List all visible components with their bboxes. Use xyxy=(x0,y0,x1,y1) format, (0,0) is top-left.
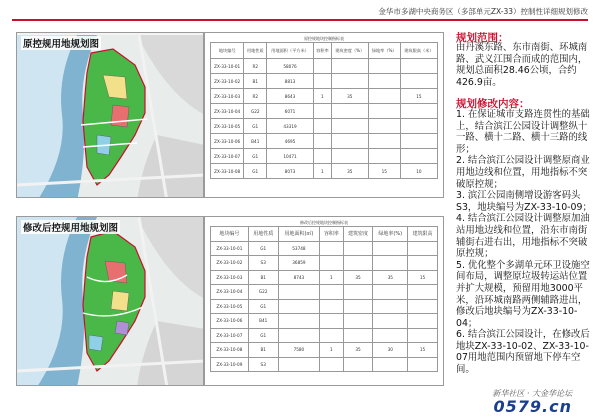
table-cell: G1 xyxy=(244,149,267,164)
table-cell: 10471 xyxy=(267,149,314,164)
column-header: 地块编号 xyxy=(211,43,244,59)
table-cell xyxy=(313,74,331,89)
table-cell xyxy=(343,314,373,329)
table-row xyxy=(211,74,438,89)
table-cell xyxy=(400,74,437,89)
table-cell xyxy=(408,299,438,314)
table-cell xyxy=(313,59,331,74)
adjustment-item: 3. 滨江公园南侧增设游客码头S3，地块编号为ZX-33-10-09； xyxy=(456,190,592,213)
table-cell: 1 xyxy=(313,164,331,179)
table-cell: 4695 xyxy=(267,134,314,149)
column-header: 建筑限高（米） xyxy=(400,43,437,59)
table-cell: G1 xyxy=(248,299,278,314)
table-row xyxy=(211,256,438,271)
table-cell xyxy=(320,241,343,256)
table-cell: ZX-33-10-02 xyxy=(211,256,249,271)
header-bar xyxy=(0,0,600,22)
table-row xyxy=(211,314,438,329)
table-cell: 1 xyxy=(320,343,343,358)
table-cell: R2 xyxy=(244,89,267,104)
table-cell: 53748 xyxy=(278,241,319,256)
table-cell xyxy=(408,256,438,271)
table-cell xyxy=(320,256,343,271)
original-indicator-table xyxy=(210,42,438,179)
table-header-row xyxy=(211,43,438,59)
table-cell: ZX-33-10-03 xyxy=(211,89,244,104)
table-cell: 15 xyxy=(400,89,437,104)
table-cell: G1 xyxy=(248,328,278,343)
table-cell: 10 xyxy=(400,164,437,179)
table-cell: 15 xyxy=(368,164,400,179)
table-row xyxy=(211,357,438,372)
table-row xyxy=(211,270,438,285)
column-header: 绿地率(%) xyxy=(373,227,408,242)
adjustment-item: 4. 结合滨江公园设计调整原加油站用地边线和位置，沿东市南街辅街右进右出，用地指标不突破原控规； xyxy=(456,213,590,260)
table-cell: B41 xyxy=(244,134,267,149)
table-cell xyxy=(408,328,438,343)
table-row xyxy=(211,285,438,300)
revision-notes xyxy=(450,30,592,390)
column-header: 建筑限高 xyxy=(408,227,438,242)
table-cell xyxy=(373,328,408,343)
table-cell: B41 xyxy=(248,314,278,329)
revised-map-label: 修改后控规用地规划图 xyxy=(21,220,120,234)
table-cell xyxy=(278,328,319,343)
table-cell xyxy=(400,134,437,149)
table-cell xyxy=(278,299,319,314)
table-cell xyxy=(331,134,368,149)
table-cell xyxy=(373,285,408,300)
adjustment-item: 1. 在保证城市支路连贯性的基础上，结合滨江公园设计调整纵十一路、横十二路、横十三路的线形； xyxy=(456,109,590,155)
table-cell: ZX-33-10-05 xyxy=(211,299,249,314)
table-cell: ZX-33-10-05 xyxy=(211,119,244,134)
table-row xyxy=(211,119,438,134)
table-cell xyxy=(343,299,373,314)
table-cell xyxy=(343,241,373,256)
table-cell: ZX-33-10-06 xyxy=(211,134,244,149)
adjustments-heading: 规划修改内容： xyxy=(456,98,530,110)
table-cell xyxy=(400,59,437,74)
table-cell xyxy=(278,314,319,329)
table-cell xyxy=(313,149,331,164)
table-cell xyxy=(343,328,373,343)
table-cell: G22 xyxy=(248,285,278,300)
table-cell xyxy=(313,134,331,149)
table-cell xyxy=(343,357,373,372)
table-cell: 8743 xyxy=(278,270,319,285)
table-cell: 8643 xyxy=(267,89,314,104)
table-cell: ZX-33-10-01 xyxy=(211,59,244,74)
table-cell: S3 xyxy=(248,256,278,271)
table-cell: 36859 xyxy=(278,256,319,271)
column-header: 用地性质 xyxy=(248,227,278,242)
column-header: 地块编号 xyxy=(211,227,249,242)
adjustments-list xyxy=(456,109,592,376)
table-cell: ZX-33-10-08 xyxy=(211,343,249,358)
table-cell xyxy=(373,241,408,256)
table-cell: 43319 xyxy=(267,119,314,134)
table-row xyxy=(211,299,438,314)
table-cell: ZX-33-10-09 xyxy=(211,357,249,372)
table-cell: G1 xyxy=(248,241,278,256)
document-title: 金华市多湖中央商务区（多部单元ZX-33）控制性详细规划修改 xyxy=(378,7,588,16)
table-cell xyxy=(373,256,408,271)
table-cell: ZX-33-10-04 xyxy=(211,285,249,300)
column-header: 用地面积(㎡) xyxy=(278,227,319,242)
column-header: 容积率 xyxy=(320,227,343,242)
column-header: 用地性质 xyxy=(244,43,267,59)
adjustment-item: 6. 结合滨江公园设计，在修改后地块ZX-33-10-02、ZX-33-10-07用地范围内预留地下停车空间。 xyxy=(456,329,590,376)
table-cell: 8073 xyxy=(267,164,314,179)
table-cell xyxy=(331,74,368,89)
column-header: 容积率 xyxy=(313,43,331,59)
site-watermark xyxy=(492,388,572,415)
table-cell xyxy=(400,149,437,164)
table-cell: ZX-33-10-08 xyxy=(211,164,244,179)
table-cell xyxy=(408,314,438,329)
table-cell xyxy=(320,314,343,329)
table-cell xyxy=(368,134,400,149)
table-cell: ZX-33-10-02 xyxy=(211,74,244,89)
table-cell: ZX-33-10-01 xyxy=(211,241,249,256)
column-header: 用地面积（平方米） xyxy=(267,43,314,59)
table-cell xyxy=(400,119,437,134)
table-cell xyxy=(400,104,437,119)
revised-table-title: 修改后控规地块控制指标表 xyxy=(300,220,348,225)
table-row xyxy=(211,328,438,343)
column-header: 建筑密度 xyxy=(343,227,373,242)
watermark-site-domain: 0579.cn xyxy=(493,397,572,416)
table-cell: 35 xyxy=(331,164,368,179)
table-cell: S3 xyxy=(248,357,278,372)
table-cell: G22 xyxy=(244,104,267,119)
table-cell xyxy=(368,104,400,119)
table-cell xyxy=(320,328,343,343)
table-row xyxy=(211,104,438,119)
table-cell: 30 xyxy=(373,343,408,358)
table-cell xyxy=(313,104,331,119)
table-cell: ZX-33-10-04 xyxy=(211,104,244,119)
table-cell xyxy=(313,119,331,134)
table-cell: G1 xyxy=(244,119,267,134)
table-row xyxy=(211,89,438,104)
table-cell xyxy=(320,357,343,372)
table-cell: ZX-33-10-07 xyxy=(211,328,249,343)
table-cell xyxy=(373,314,408,329)
table-cell xyxy=(331,59,368,74)
table-cell: R2 xyxy=(244,59,267,74)
scope-text: 由丹溪东路、东市南街、环城南路、武义江围合而成的范围内，规划总面积28.46公顷，合约426.9亩。 xyxy=(456,42,588,88)
table-cell: 7580 xyxy=(278,343,319,358)
revised-land-use-map xyxy=(16,216,204,386)
table-cell xyxy=(373,357,408,372)
table-row xyxy=(211,241,438,256)
table-cell: 35 xyxy=(343,270,373,285)
table-cell: 1 xyxy=(320,270,343,285)
column-header: 绿地率（%） xyxy=(368,43,400,59)
table-cell xyxy=(373,299,408,314)
table-cell xyxy=(320,285,343,300)
scope-heading: 规划范围： xyxy=(456,32,509,44)
table-row xyxy=(211,59,438,74)
table-cell xyxy=(368,74,400,89)
table-cell xyxy=(278,357,319,372)
table-cell: B1 xyxy=(248,270,278,285)
adjustment-item: 5. 优化整个多湖单元环卫设施空间布局，调整原垃圾转运站位置并扩大规模，预留用地3000平米，沿环城南路两侧辅路进出，修改后地块编号为ZX-33-10-04； xyxy=(456,259,590,329)
table-cell xyxy=(320,299,343,314)
table-header-row xyxy=(211,227,438,242)
table-cell: 8813 xyxy=(267,74,314,89)
original-table-title: 原控规地块控制指标表 xyxy=(304,36,344,41)
original-indicator-table-panel xyxy=(204,32,444,198)
table-row xyxy=(211,149,438,164)
table-cell xyxy=(278,285,319,300)
table-cell: ZX-33-10-03 xyxy=(211,270,249,285)
original-map-drawing xyxy=(17,33,204,198)
table-cell: ZX-33-10-06 xyxy=(211,314,249,329)
table-cell: 35 xyxy=(373,270,408,285)
table-cell: 1 xyxy=(313,89,331,104)
table-cell: 15 xyxy=(408,270,438,285)
table-cell xyxy=(368,89,400,104)
table-row xyxy=(211,343,438,358)
header-divider xyxy=(12,19,588,21)
table-row xyxy=(211,164,438,179)
table-cell: B1 xyxy=(244,74,267,89)
table-cell xyxy=(343,256,373,271)
table-cell xyxy=(368,59,400,74)
revised-indicator-table-panel xyxy=(204,216,444,386)
table-cell: B1 xyxy=(248,343,278,358)
table-cell xyxy=(343,285,373,300)
adjustment-item: 2. 结合滨江公园设计调整原商业用地边线和位置，用地指标不突破原控规； xyxy=(456,155,590,190)
table-cell xyxy=(408,357,438,372)
table-cell xyxy=(331,104,368,119)
table-cell: 35 xyxy=(331,89,368,104)
table-cell: 15 xyxy=(408,343,438,358)
table-cell xyxy=(368,149,400,164)
revised-map-drawing xyxy=(17,217,204,386)
revised-indicator-table xyxy=(210,226,438,372)
table-cell: 35 xyxy=(343,343,373,358)
table-cell: G1 xyxy=(244,164,267,179)
table-cell: 58076 xyxy=(267,59,314,74)
table-row xyxy=(211,134,438,149)
table-cell xyxy=(368,119,400,134)
table-cell: 6071 xyxy=(267,104,314,119)
table-cell xyxy=(331,149,368,164)
table-cell xyxy=(331,119,368,134)
table-cell xyxy=(408,241,438,256)
original-map-label: 原控规用地规划图 xyxy=(21,36,101,50)
watermark-forum-name: 新华社区 · 大金华论坛 xyxy=(492,389,572,398)
table-cell xyxy=(408,285,438,300)
table-cell: ZX-33-10-07 xyxy=(211,149,244,164)
column-header: 建筑密度（%） xyxy=(331,43,368,59)
original-land-use-map xyxy=(16,32,204,198)
